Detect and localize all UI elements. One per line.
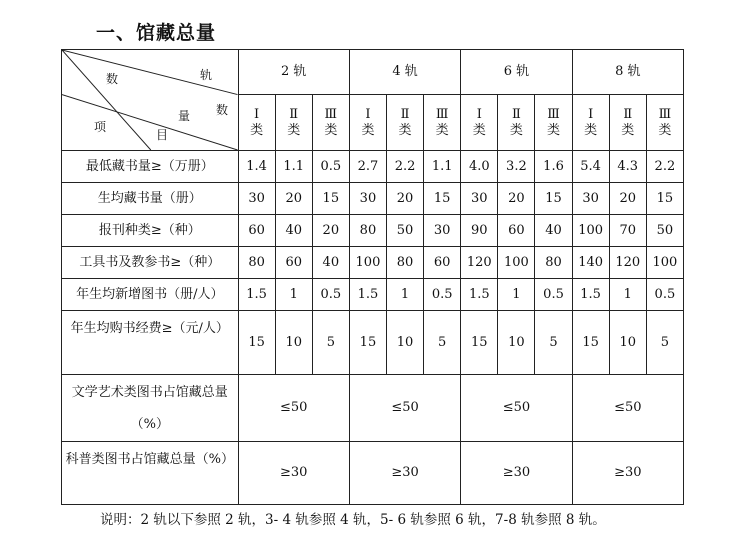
table-cell: 5.4 <box>572 151 609 183</box>
merged-table-row <box>62 442 684 505</box>
table-cell: 1.4 <box>238 151 275 183</box>
table-row <box>62 183 684 215</box>
group-header-6: 6 轨 <box>461 50 572 95</box>
table-cell: 1.5 <box>461 279 498 311</box>
table-cell: 5 <box>646 311 683 375</box>
table-cell: 0.5 <box>646 279 683 311</box>
merged-cell: ≥30 <box>572 442 683 505</box>
diagonal-lines <box>62 50 238 150</box>
merged-cell: ≥30 <box>349 442 460 505</box>
class-header-cell <box>275 95 312 151</box>
class-roman: Ⅱ <box>400 106 410 122</box>
merged-cell: ≤50 <box>238 375 349 442</box>
header-row-groups <box>62 50 684 95</box>
table-cell: 0.5 <box>312 279 349 311</box>
table-cell: 90 <box>461 215 498 247</box>
class-header-cell <box>609 95 646 151</box>
class-roman: I <box>365 106 371 122</box>
class-lei: 类 <box>547 122 561 138</box>
table-cell: 15 <box>349 311 386 375</box>
table-cell: 15 <box>572 311 609 375</box>
table-cell: 80 <box>535 247 572 279</box>
table-cell: 15 <box>535 183 572 215</box>
class-header-cell <box>461 95 498 151</box>
table-cell: 1 <box>275 279 312 311</box>
diagonal-header-cell <box>62 50 239 151</box>
row-label: 文学艺术类图书占馆藏总量（%） <box>62 375 239 442</box>
table-row <box>62 151 684 183</box>
merged-cell: ≤50 <box>461 375 572 442</box>
table-cell: 0.5 <box>424 279 461 311</box>
class-lei: 类 <box>398 122 412 138</box>
table-cell: 60 <box>424 247 461 279</box>
class-lei: 类 <box>584 122 598 138</box>
class-roman: Ⅲ <box>547 106 560 122</box>
table-cell: 40 <box>535 215 572 247</box>
row-label: 科普类图书占馆藏总量（%） <box>62 442 239 505</box>
table-cell: 30 <box>238 183 275 215</box>
footnote: 说明：2 轨以下参照 2 轨，3- 4 轨参照 4 轨，5- 6 轨参照 6 轨，7-8 轨参照 8 轨。 <box>100 512 606 528</box>
class-header-cell <box>424 95 461 151</box>
table-cell: 4.0 <box>461 151 498 183</box>
table-cell: 20 <box>609 183 646 215</box>
table-cell: 2.2 <box>646 151 683 183</box>
class-header-cell <box>238 95 275 151</box>
class-header-cell <box>646 95 683 151</box>
merged-table-row <box>62 375 684 442</box>
diag-label-shu2: 数 <box>216 103 229 117</box>
merged-cell: ≤50 <box>572 375 683 442</box>
class-lei: 类 <box>361 122 375 138</box>
table-cell: 1.1 <box>424 151 461 183</box>
table-cell: 20 <box>498 183 535 215</box>
table-row <box>62 279 684 311</box>
table-cell: 80 <box>349 215 386 247</box>
class-header-cell <box>312 95 349 151</box>
table-cell: 2.7 <box>349 151 386 183</box>
table-cell: 15 <box>424 183 461 215</box>
diag-label-liang: 量 <box>178 109 191 123</box>
row-label: 工具书及教参书≥（种） <box>62 247 239 279</box>
diag-label-shu: 数 <box>106 72 119 86</box>
table-row <box>62 311 684 375</box>
table-cell: 1 <box>387 279 424 311</box>
table-cell: 60 <box>275 247 312 279</box>
table-cell: 0.5 <box>535 279 572 311</box>
class-lei: 类 <box>435 122 449 138</box>
table-cell: 10 <box>498 311 535 375</box>
row-label: 报刊种类≥（种） <box>62 215 239 247</box>
table-cell: 80 <box>387 247 424 279</box>
table-cell: 50 <box>646 215 683 247</box>
table-cell: 1.6 <box>535 151 572 183</box>
class-lei: 类 <box>324 122 338 138</box>
table-cell: 40 <box>312 247 349 279</box>
merged-cell: ≥30 <box>461 442 572 505</box>
table-cell: 40 <box>275 215 312 247</box>
table-cell: 50 <box>387 215 424 247</box>
class-lei: 类 <box>250 122 264 138</box>
row-label: 生均藏书量（册） <box>62 183 239 215</box>
table-cell: 5 <box>312 311 349 375</box>
table-row <box>62 247 684 279</box>
table-cell: 100 <box>646 247 683 279</box>
group-header-8: 8 轨 <box>572 50 683 95</box>
class-header-cell <box>535 95 572 151</box>
class-lei: 类 <box>287 122 301 138</box>
group-header-4: 4 轨 <box>349 50 460 95</box>
class-roman: Ⅱ <box>511 106 521 122</box>
class-header-cell <box>349 95 386 151</box>
class-roman: I <box>588 106 594 122</box>
table-cell: 15 <box>461 311 498 375</box>
class-roman: Ⅲ <box>658 106 672 122</box>
table-cell: 1 <box>609 279 646 311</box>
class-lei: 类 <box>509 122 523 138</box>
table-cell: 0.5 <box>312 151 349 183</box>
class-roman: I <box>254 106 260 122</box>
table-cell: 20 <box>312 215 349 247</box>
class-roman: Ⅱ <box>623 106 633 122</box>
table-cell: 1.5 <box>349 279 386 311</box>
diag-label-gui: 轨 <box>200 68 213 82</box>
table-cell: 1.5 <box>572 279 609 311</box>
class-header-cell <box>572 95 609 151</box>
table-row <box>62 215 684 247</box>
table-cell: 100 <box>498 247 535 279</box>
class-header-cell <box>498 95 535 151</box>
table-cell: 15 <box>646 183 683 215</box>
table-cell: 10 <box>275 311 312 375</box>
table-cell: 3.2 <box>498 151 535 183</box>
table-cell: 5 <box>424 311 461 375</box>
class-header-cell <box>387 95 424 151</box>
table-cell: 30 <box>461 183 498 215</box>
table-cell: 120 <box>461 247 498 279</box>
merged-cell: ≥30 <box>238 442 349 505</box>
table-cell: 1.1 <box>275 151 312 183</box>
table-cell: 100 <box>349 247 386 279</box>
table-cell: 20 <box>275 183 312 215</box>
table-cell: 15 <box>238 311 275 375</box>
table-cell: 100 <box>572 215 609 247</box>
class-lei: 类 <box>472 122 486 138</box>
table-cell: 2.2 <box>387 151 424 183</box>
table-cell: 20 <box>387 183 424 215</box>
table-cell: 120 <box>609 247 646 279</box>
row-label: 年生均新增图书（册/人） <box>62 279 239 311</box>
table-cell: 10 <box>609 311 646 375</box>
table-cell: 15 <box>312 183 349 215</box>
diag-label-xiang: 项 <box>94 120 107 134</box>
section-title: 一、馆藏总量 <box>96 22 217 44</box>
merged-cell: ≤50 <box>349 375 460 442</box>
table-cell: 30 <box>349 183 386 215</box>
class-roman: Ⅲ <box>435 106 449 122</box>
table-cell: 1 <box>498 279 535 311</box>
row-label: 最低藏书量≥（万册） <box>62 151 239 183</box>
class-lei: 类 <box>621 122 635 138</box>
group-header-2: 2 轨 <box>238 50 349 95</box>
table-cell: 140 <box>572 247 609 279</box>
table-cell: 30 <box>424 215 461 247</box>
table-cell: 60 <box>238 215 275 247</box>
class-roman: Ⅱ <box>289 106 299 122</box>
table-cell: 30 <box>572 183 609 215</box>
table-cell: 4.3 <box>609 151 646 183</box>
table-cell: 80 <box>238 247 275 279</box>
class-lei: 类 <box>658 122 672 138</box>
collection-table <box>61 49 684 505</box>
table-cell: 10 <box>387 311 424 375</box>
row-label: 年生均购书经费≥（元/人） <box>62 311 239 375</box>
diag-label-mu: 目 <box>156 128 169 142</box>
table-cell: 70 <box>609 215 646 247</box>
class-roman: I <box>476 106 482 122</box>
table-cell: 1.5 <box>238 279 275 311</box>
class-roman: Ⅲ <box>324 106 338 122</box>
table-cell: 60 <box>498 215 535 247</box>
table-cell: 5 <box>535 311 572 375</box>
